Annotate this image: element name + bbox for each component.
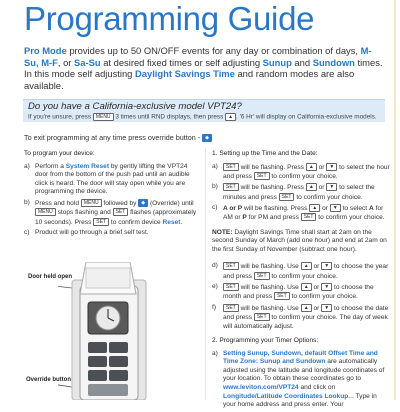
step-text: flashes (approximately 10 seconds). Press [35, 209, 197, 226]
step-text: or [318, 163, 325, 171]
step-text: to select the minutes and press [223, 184, 375, 201]
step-text: for AM or [223, 204, 384, 222]
set-key-icon: SET [254, 313, 270, 321]
system-reset-term: System Reset [65, 162, 110, 170]
menu-key-icon: MENU [93, 113, 114, 121]
set-key-icon: SET [274, 292, 290, 300]
section-1-heading: 1. Setting up the Time and the Date: [212, 150, 318, 157]
exit-text: To exit programming at any time press override button - [24, 133, 201, 142]
down-arrow-key-icon: ▼ [330, 204, 341, 212]
page-edge-border [394, 0, 396, 400]
step-text: are automatically adjusted using the latitude and longitude coordinates of your location. To obtain these coordinates go to [223, 358, 385, 383]
step-text: to select [342, 204, 369, 212]
intro-text: and [291, 56, 313, 68]
coordinates-lookup-link[interactable]: Longitude/Latitude Coordinates Lookup [223, 392, 349, 400]
door-inner-panel [86, 268, 130, 288]
menu-key-icon: MENU [81, 199, 102, 207]
intro-text: provides up to 50 ON/OFF events for any day or combination of days, [66, 45, 361, 56]
time-step-a [212, 163, 390, 182]
step-label: b) [24, 198, 30, 206]
step-text: to choose the month and press [223, 283, 374, 301]
intro-text: times. In this mode self adjusting [24, 56, 383, 79]
up-arrow-key-icon: ▲ [301, 262, 312, 270]
pm-term: P [242, 214, 247, 222]
keypad-button [88, 342, 107, 353]
reset-term: Reset [162, 218, 181, 226]
step-text: will be flashing. Use [240, 304, 299, 312]
step-text: or [318, 184, 325, 192]
step-text: and click on [298, 384, 336, 392]
step-label: c) [212, 203, 218, 211]
weekend-term: Sa-Su [74, 56, 101, 68]
sunup-term: Sunup [262, 56, 292, 68]
down-arrow-key-icon: ▼ [326, 163, 337, 171]
door-annotation: Door held open [28, 274, 72, 280]
up-arrow-key-icon: ▲ [301, 304, 312, 312]
intro-text: at desired fixed times or self adjusting [100, 56, 263, 68]
step-text: Press and hold [35, 199, 79, 207]
time-step-c [212, 204, 390, 223]
minute-display-icon: SET [223, 183, 239, 191]
set-key-icon: SET [254, 272, 270, 280]
up-arrow-key-icon: ▲ [225, 113, 236, 121]
step-label: c) [24, 229, 30, 236]
step-label: a) [212, 162, 218, 170]
down-arrow-key-icon: ▼ [321, 283, 332, 291]
step-text: to confirm device [110, 218, 163, 226]
down-arrow-key-icon: ▼ [321, 262, 332, 270]
up-arrow-key-icon: ▲ [306, 183, 317, 191]
date-step-e [212, 283, 390, 302]
override-key-icon: ◆ [138, 199, 148, 207]
keypad-button [109, 342, 128, 353]
override-push-pad [88, 384, 128, 396]
time-step-b [212, 183, 390, 202]
hour-display-icon: SET [223, 163, 239, 171]
up-arrow-key-icon: ▲ [306, 163, 317, 171]
set-key-icon: SET [254, 172, 270, 180]
up-arrow-key-icon: ▲ [309, 204, 320, 212]
dst-term: Daylight Savings Time [135, 68, 235, 79]
step-text: to choose the year and press [223, 263, 389, 280]
right-column [212, 150, 390, 412]
note-text: Daylight Savings Time shall start at 2am on the second Sunday of March (add one hour) and end at 2am on the first Sunday of November (subtract one hour). [212, 228, 387, 253]
step-label: a) [24, 162, 30, 170]
step-label: e) [212, 283, 218, 291]
set-key-icon: SET [301, 213, 317, 221]
step-text: to choose the date and press [223, 304, 389, 321]
intro-text: , or [57, 56, 75, 68]
step-text: to confirm your choice. [318, 214, 385, 222]
sunup-sundown-term: Setting Sunup, Sundown, default Offset Time and Time Zone: Sunup and Sundown [223, 349, 378, 366]
column-divider [205, 148, 206, 400]
instruction-text: If you're unsure, press [28, 113, 92, 121]
options-step-a [212, 350, 390, 410]
override-key-icon: ◆ [202, 134, 212, 142]
step-text: will be flashing. Use [240, 283, 299, 291]
set-key-icon: SET [93, 218, 109, 226]
intro-text: and random modes are also available. [24, 68, 355, 91]
step-text: to confirm your choice. [296, 193, 363, 201]
instruction-text: . '6 Hr' will display on California-exclusive models. [236, 113, 377, 121]
step-label: f) [212, 303, 217, 311]
step-text: to confirm your choice. [271, 172, 338, 180]
step-text: Perform a [35, 162, 66, 170]
keypad-button [109, 356, 128, 367]
left-heading: To program your device: [24, 150, 95, 157]
set-key-icon: SET [279, 193, 295, 201]
exit-instruction [24, 133, 212, 142]
pro-mode-term: Pro Mode [24, 45, 67, 56]
california-question: Do you have a California-exclusive model VPT24? [28, 101, 242, 112]
am-pm-term: A or P [223, 204, 243, 212]
section-2-heading: 2. Programming your Timer Options: [212, 337, 319, 345]
page-title: Programming Guide [24, 0, 315, 37]
step-label: a) [212, 349, 218, 357]
month-display-icon: SET [223, 283, 239, 291]
step-text: or [313, 263, 320, 271]
step-text: will be flashing. Press [240, 184, 304, 192]
up-arrow-key-icon: ▲ [301, 283, 312, 291]
keypad-button [88, 356, 107, 367]
year-display-icon: SET [223, 262, 239, 270]
step-a [24, 163, 199, 197]
california-callout [23, 99, 385, 122]
set-key-icon: SET [113, 208, 129, 216]
step-text: to select the hour and press [223, 163, 390, 180]
keypad-button [88, 370, 107, 381]
down-arrow-key-icon: ▼ [326, 183, 337, 191]
step-text: or [322, 204, 328, 212]
step-text: Product will go through a brief self test. [35, 229, 149, 236]
timer-device-illustration [58, 262, 178, 400]
step-c [24, 229, 199, 238]
step-text: ... Type in your home address and press enter. Your [223, 392, 377, 409]
step-text: or [313, 304, 320, 312]
step-text: will be flashing. Use [240, 263, 299, 271]
step-text: (Override) until [149, 199, 194, 207]
step-text: will be flashing. Press [240, 163, 304, 171]
am-term: A [368, 204, 374, 212]
note-label: NOTE: [212, 228, 235, 236]
date-step-d [212, 262, 390, 281]
step-label: b) [212, 183, 218, 191]
day-set-term: M-Su, M-F [24, 45, 372, 68]
step-text: to confirm your choice. [271, 272, 338, 280]
keypad-button [109, 370, 128, 381]
step-text: to confirm your choice. The day of week will automatically adjust. [223, 313, 388, 330]
step-text: . [180, 218, 183, 226]
date-display-icon: SET [223, 304, 239, 312]
date-step-f [212, 304, 390, 331]
step-text: to confirm your choice. [291, 293, 358, 301]
left-column [24, 150, 199, 240]
down-arrow-key-icon: ▼ [321, 304, 332, 312]
step-text: or [313, 283, 320, 291]
instruction-text: 3 times until RND displays, then press [115, 113, 224, 121]
sundown-term: Sundown [312, 56, 355, 68]
menu-key-icon: MENU [35, 208, 56, 216]
step-text: by gently lifting the VPT24 door from the bottom of the push pad until an audible click is heard. The door will stay open while you are programming the device. [35, 162, 190, 196]
intro-paragraph [24, 45, 384, 91]
step-text: for PM and press [246, 214, 299, 222]
website-link[interactable]: www.leviton.com/VPT24 [223, 384, 299, 392]
step-text: followed by [103, 199, 137, 207]
step-text: stops flashing and [57, 209, 111, 217]
step-b [24, 199, 199, 227]
step-label: d) [212, 262, 218, 270]
override-annotation: Override button [26, 377, 72, 383]
dst-note [212, 229, 390, 255]
step-text: will be flashing. Press [242, 204, 308, 212]
california-instructions [28, 113, 377, 121]
